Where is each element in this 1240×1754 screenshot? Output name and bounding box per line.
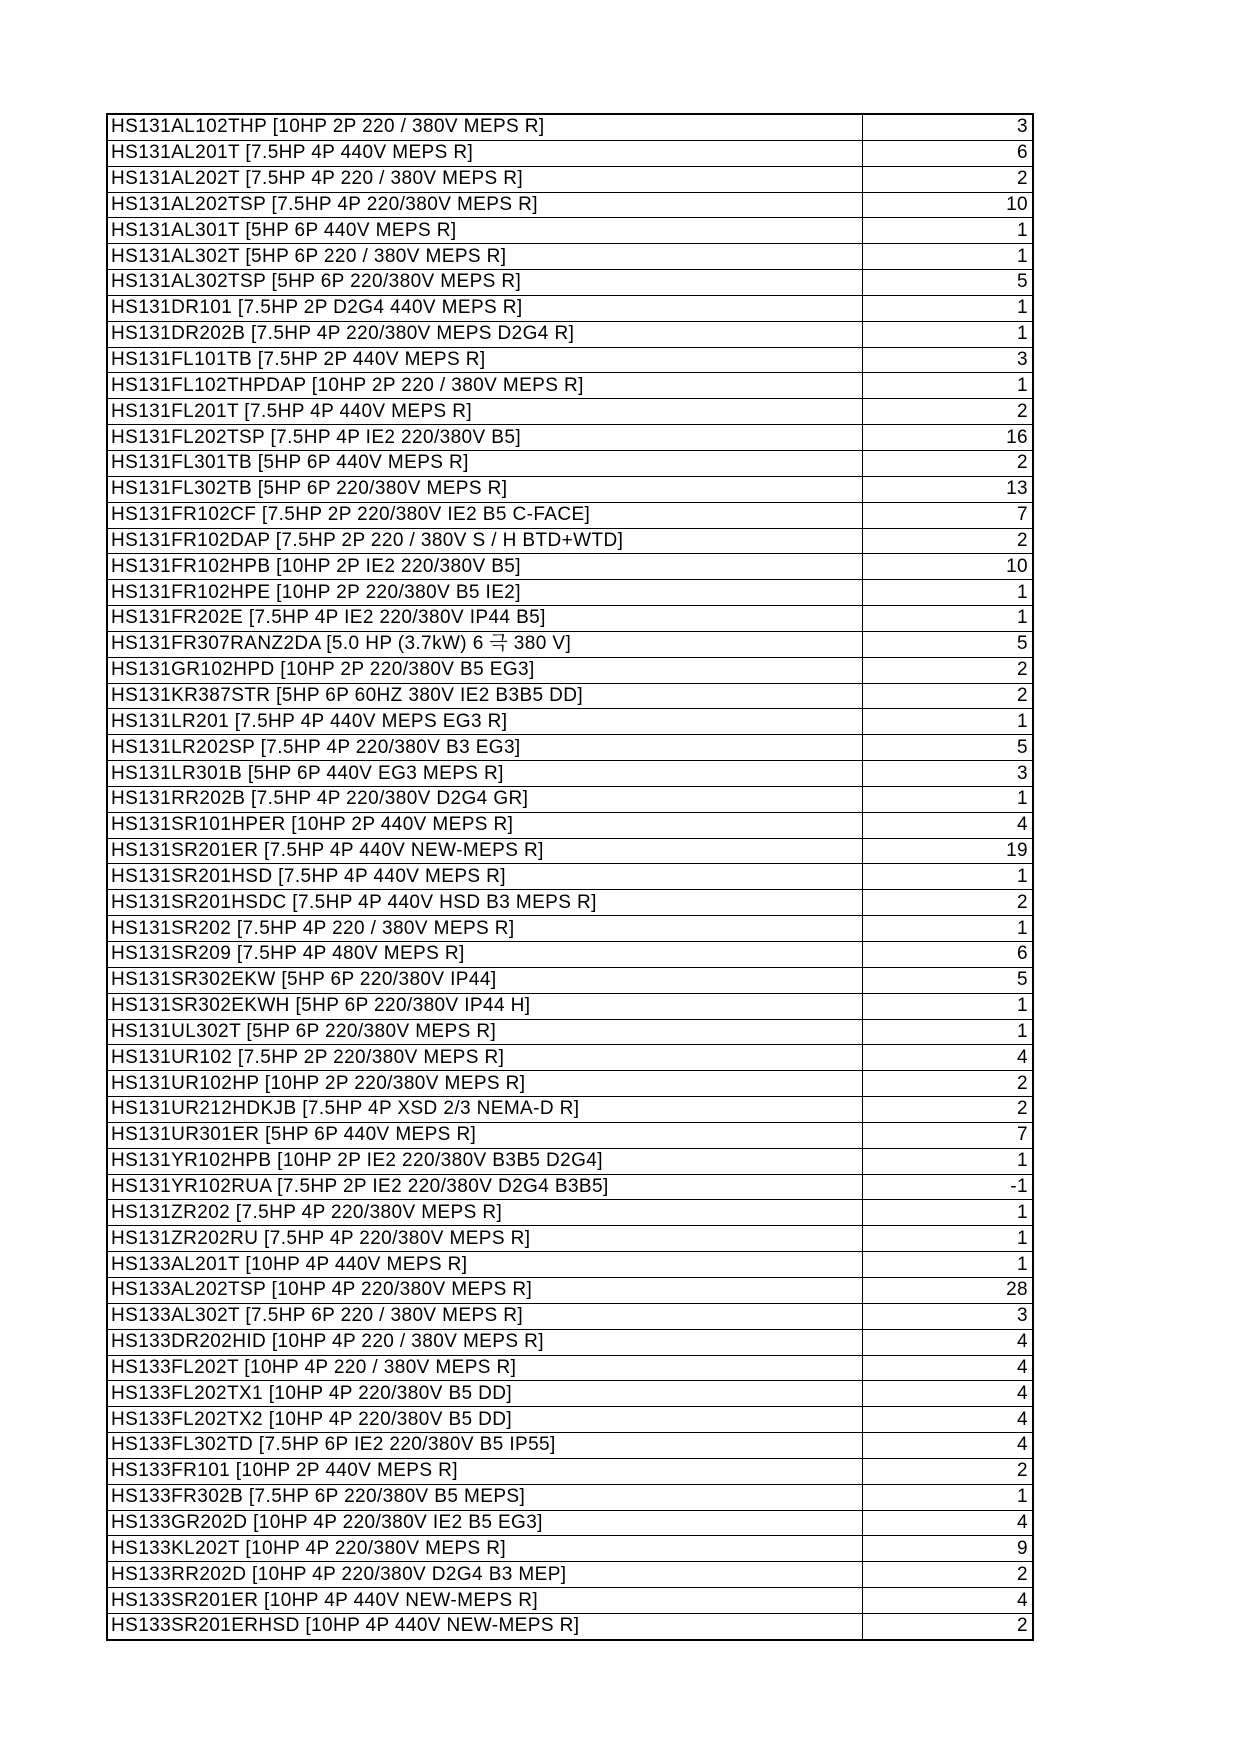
table-row	[107, 1174, 1033, 1200]
table-row	[107, 1200, 1033, 1226]
model-cell: HS131DR202B [7.5HP 4P 220/380V MEPS D2G4 R]	[107, 321, 862, 347]
table-row	[107, 476, 1033, 502]
quantity-cell: 2	[862, 528, 1033, 554]
model-cell: HS131UR102 [7.5HP 2P 220/380V MEPS R]	[107, 1045, 862, 1071]
quantity-cell: 1	[862, 580, 1033, 606]
quantity-cell: 3	[862, 1303, 1033, 1329]
model-cell: HS131KR387STR [5HP 6P 60HZ 380V IE2 B3B5 DD]	[107, 683, 862, 709]
table-row	[107, 683, 1033, 709]
quantity-cell: 1	[862, 709, 1033, 735]
quantity-cell: 2	[862, 1071, 1033, 1097]
model-cell: HS131FR102HPB [10HP 2P IE2 220/380V B5]	[107, 554, 862, 580]
model-cell: HS131AL202T [7.5HP 4P 220 / 380V MEPS R]	[107, 166, 862, 192]
model-cell: HS133FL202T [10HP 4P 220 / 380V MEPS R]	[107, 1355, 862, 1381]
quantity-cell: 2	[862, 683, 1033, 709]
table-row	[107, 502, 1033, 528]
quantity-cell: 6	[862, 140, 1033, 166]
model-cell: HS131SR302EKW [5HP 6P 220/380V IP44]	[107, 967, 862, 993]
model-cell: HS131GR102HPD [10HP 2P 220/380V B5 EG3]	[107, 657, 862, 683]
quantity-cell: 4	[862, 1588, 1033, 1614]
quantity-cell: 1	[862, 244, 1033, 270]
model-cell: HS131FL101TB [7.5HP 2P 440V MEPS R]	[107, 347, 862, 373]
table-row	[107, 450, 1033, 476]
model-cell: HS131SR101HPER [10HP 2P 440V MEPS R]	[107, 812, 862, 838]
table-row	[107, 1329, 1033, 1355]
quantity-cell: 5	[862, 270, 1033, 296]
table-row	[107, 631, 1033, 657]
model-cell: HS131AL102THP [10HP 2P 220 / 380V MEPS R]	[107, 114, 862, 140]
table-row	[107, 321, 1033, 347]
table-row	[107, 373, 1033, 399]
table-row	[107, 347, 1033, 373]
model-cell: HS131SR201HSDC [7.5HP 4P 440V HSD B3 MEPS R]	[107, 890, 862, 916]
model-cell: HS131FL201T [7.5HP 4P 440V MEPS R]	[107, 399, 862, 425]
quantity-cell: 1	[862, 321, 1033, 347]
quantity-cell: 2	[862, 450, 1033, 476]
model-cell: HS131UR102HP [10HP 2P 220/380V MEPS R]	[107, 1071, 862, 1097]
model-cell: HS133FR302B [7.5HP 6P 220/380V B5 MEPS]	[107, 1484, 862, 1510]
quantity-cell: 2	[862, 1562, 1033, 1588]
quantity-cell: 1	[862, 1148, 1033, 1174]
table-row	[107, 1407, 1033, 1433]
quantity-cell: 1	[862, 1484, 1033, 1510]
model-cell: HS131SR202 [7.5HP 4P 220 / 380V MEPS R]	[107, 916, 862, 942]
table-row	[107, 295, 1033, 321]
model-cell: HS131FR102HPE [10HP 2P 220/380V B5 IE2]	[107, 580, 862, 606]
quantity-cell: 2	[862, 890, 1033, 916]
quantity-cell: 6	[862, 942, 1033, 968]
table-row	[107, 1097, 1033, 1123]
model-cell: HS133FL202TX1 [10HP 4P 220/380V B5 DD]	[107, 1381, 862, 1407]
model-cell: HS131FL202TSP [7.5HP 4P IE2 220/380V B5]	[107, 425, 862, 451]
model-cell: HS131UL302T [5HP 6P 220/380V MEPS R]	[107, 1019, 862, 1045]
model-cell: HS131LR202SP [7.5HP 4P 220/380V B3 EG3]	[107, 735, 862, 761]
model-cell: HS131FL302TB [5HP 6P 220/380V MEPS R]	[107, 476, 862, 502]
quantity-cell: 4	[862, 812, 1033, 838]
table-row	[107, 140, 1033, 166]
table-row	[107, 1019, 1033, 1045]
quantity-cell: 2	[862, 1097, 1033, 1123]
table-row	[107, 166, 1033, 192]
table-row	[107, 114, 1033, 140]
quantity-cell: 2	[862, 399, 1033, 425]
table-row	[107, 1381, 1033, 1407]
model-cell: HS131SR201HSD [7.5HP 4P 440V MEPS R]	[107, 864, 862, 890]
model-cell: HS131FL301TB [5HP 6P 440V MEPS R]	[107, 450, 862, 476]
table-row	[107, 1277, 1033, 1303]
quantity-cell: 2	[862, 1613, 1033, 1639]
model-cell: HS133RR202D [10HP 4P 220/380V D2G4 B3 MEP]	[107, 1562, 862, 1588]
quantity-cell: 1	[862, 218, 1033, 244]
table-row	[107, 244, 1033, 270]
model-cell: HS131AL302TSP [5HP 6P 220/380V MEPS R]	[107, 270, 862, 296]
model-cell: HS131ZR202 [7.5HP 4P 220/380V MEPS R]	[107, 1200, 862, 1226]
model-cell: HS131RR202B [7.5HP 4P 220/380V D2G4 GR]	[107, 786, 862, 812]
table-row	[107, 838, 1033, 864]
table-row	[107, 942, 1033, 968]
table-row	[107, 1252, 1033, 1278]
model-cell: HS131YR102RUA [7.5HP 2P IE2 220/380V D2G4 B3B5]	[107, 1174, 862, 1200]
model-cell: HS131LR201 [7.5HP 4P 440V MEPS EG3 R]	[107, 709, 862, 735]
table-row	[107, 580, 1033, 606]
table-row	[107, 864, 1033, 890]
inventory-sheet	[106, 113, 1032, 1641]
table-row	[107, 657, 1033, 683]
model-cell: HS131SR209 [7.5HP 4P 480V MEPS R]	[107, 942, 862, 968]
table-row	[107, 528, 1033, 554]
model-cell: HS131UR212HDKJB [7.5HP 4P XSD 2/3 NEMA-D R]	[107, 1097, 862, 1123]
inventory-table	[106, 113, 1034, 1641]
table-row	[107, 890, 1033, 916]
table-row	[107, 1536, 1033, 1562]
quantity-cell: 4	[862, 1355, 1033, 1381]
table-row	[107, 554, 1033, 580]
model-cell: HS131YR102HPB [10HP 2P IE2 220/380V B3B5 D2G4]	[107, 1148, 862, 1174]
table-row	[107, 1458, 1033, 1484]
model-cell: HS131DR101 [7.5HP 2P D2G4 440V MEPS R]	[107, 295, 862, 321]
quantity-cell: 3	[862, 761, 1033, 787]
quantity-cell: 5	[862, 967, 1033, 993]
table-row	[107, 1045, 1033, 1071]
model-cell: HS133AL302T [7.5HP 6P 220 / 380V MEPS R]	[107, 1303, 862, 1329]
model-cell: HS133KL202T [10HP 4P 220/380V MEPS R]	[107, 1536, 862, 1562]
quantity-cell: 4	[862, 1407, 1033, 1433]
quantity-cell: 1	[862, 1226, 1033, 1252]
table-row	[107, 1562, 1033, 1588]
table-row	[107, 1303, 1033, 1329]
model-cell: HS131LR301B [5HP 6P 440V EG3 MEPS R]	[107, 761, 862, 787]
quantity-cell: -1	[862, 1174, 1033, 1200]
model-cell: HS131FL102THPDAP [10HP 2P 220 / 380V MEPS R]	[107, 373, 862, 399]
quantity-cell: 1	[862, 1252, 1033, 1278]
quantity-cell: 1	[862, 864, 1033, 890]
quantity-cell: 4	[862, 1329, 1033, 1355]
model-cell: HS131AL201T [7.5HP 4P 440V MEPS R]	[107, 140, 862, 166]
inventory-table-body	[107, 114, 1033, 1640]
quantity-cell: 1	[862, 295, 1033, 321]
table-row	[107, 218, 1033, 244]
quantity-cell: 16	[862, 425, 1033, 451]
table-row	[107, 1148, 1033, 1174]
model-cell: HS133FR101 [10HP 2P 440V MEPS R]	[107, 1458, 862, 1484]
table-row	[107, 1588, 1033, 1614]
quantity-cell: 10	[862, 192, 1033, 218]
table-row	[107, 1433, 1033, 1459]
quantity-cell: 13	[862, 476, 1033, 502]
quantity-cell: 28	[862, 1277, 1033, 1303]
table-row	[107, 1071, 1033, 1097]
table-row	[107, 399, 1033, 425]
model-cell: HS133DR202HID [10HP 4P 220 / 380V MEPS R]	[107, 1329, 862, 1355]
quantity-cell: 4	[862, 1381, 1033, 1407]
table-row	[107, 993, 1033, 1019]
table-row	[107, 1226, 1033, 1252]
model-cell: HS133AL201T [10HP 4P 440V MEPS R]	[107, 1252, 862, 1278]
quantity-cell: 2	[862, 166, 1033, 192]
table-row	[107, 270, 1033, 296]
model-cell: HS131FR102DAP [7.5HP 2P 220 / 380V S / H BTD+WTD]	[107, 528, 862, 554]
table-row	[107, 709, 1033, 735]
quantity-cell: 5	[862, 631, 1033, 657]
quantity-cell: 2	[862, 1458, 1033, 1484]
table-row	[107, 1510, 1033, 1536]
table-row	[107, 606, 1033, 632]
table-row	[107, 192, 1033, 218]
table-row	[107, 916, 1033, 942]
quantity-cell: 19	[862, 838, 1033, 864]
quantity-cell: 3	[862, 114, 1033, 140]
model-cell: HS131FR307RANZ2DA [5.0 HP (3.7kW) 6 극 380 V]	[107, 631, 862, 657]
quantity-cell: 7	[862, 1122, 1033, 1148]
quantity-cell: 7	[862, 502, 1033, 528]
model-cell: HS131SR302EKWH [5HP 6P 220/380V IP44 H]	[107, 993, 862, 1019]
model-cell: HS131SR201ER [7.5HP 4P 440V NEW-MEPS R]	[107, 838, 862, 864]
model-cell: HS133FL202TX2 [10HP 4P 220/380V B5 DD]	[107, 1407, 862, 1433]
model-cell: HS133FL302TD [7.5HP 6P IE2 220/380V B5 IP55]	[107, 1433, 862, 1459]
table-row	[107, 735, 1033, 761]
model-cell: HS131UR301ER [5HP 6P 440V MEPS R]	[107, 1122, 862, 1148]
quantity-cell: 1	[862, 786, 1033, 812]
model-cell: HS131AL301T [5HP 6P 440V MEPS R]	[107, 218, 862, 244]
quantity-cell: 1	[862, 1200, 1033, 1226]
quantity-cell: 3	[862, 347, 1033, 373]
table-row	[107, 786, 1033, 812]
quantity-cell: 2	[862, 657, 1033, 683]
model-cell: HS131ZR202RU [7.5HP 4P 220/380V MEPS R]	[107, 1226, 862, 1252]
model-cell: HS131AL302T [5HP 6P 220 / 380V MEPS R]	[107, 244, 862, 270]
table-row	[107, 1355, 1033, 1381]
model-cell: HS133AL202TSP [10HP 4P 220/380V MEPS R]	[107, 1277, 862, 1303]
quantity-cell: 1	[862, 916, 1033, 942]
table-row	[107, 761, 1033, 787]
quantity-cell: 4	[862, 1045, 1033, 1071]
quantity-cell: 1	[862, 1019, 1033, 1045]
quantity-cell: 1	[862, 606, 1033, 632]
quantity-cell: 1	[862, 993, 1033, 1019]
quantity-cell: 9	[862, 1536, 1033, 1562]
table-row	[107, 1122, 1033, 1148]
quantity-cell: 4	[862, 1510, 1033, 1536]
table-row	[107, 1484, 1033, 1510]
quantity-cell: 5	[862, 735, 1033, 761]
model-cell: HS133SR201ERHSD [10HP 4P 440V NEW-MEPS R]	[107, 1613, 862, 1639]
model-cell: HS131FR202E [7.5HP 4P IE2 220/380V IP44 B5]	[107, 606, 862, 632]
quantity-cell: 1	[862, 373, 1033, 399]
quantity-cell: 10	[862, 554, 1033, 580]
table-row	[107, 425, 1033, 451]
table-row	[107, 1613, 1033, 1639]
model-cell: HS131AL202TSP [7.5HP 4P 220/380V MEPS R]	[107, 192, 862, 218]
model-cell: HS131FR102CF [7.5HP 2P 220/380V IE2 B5 C-FACE]	[107, 502, 862, 528]
model-cell: HS133SR201ER [10HP 4P 440V NEW-MEPS R]	[107, 1588, 862, 1614]
quantity-cell: 4	[862, 1433, 1033, 1459]
table-row	[107, 967, 1033, 993]
table-row	[107, 812, 1033, 838]
model-cell: HS133GR202D [10HP 4P 220/380V IE2 B5 EG3]	[107, 1510, 862, 1536]
